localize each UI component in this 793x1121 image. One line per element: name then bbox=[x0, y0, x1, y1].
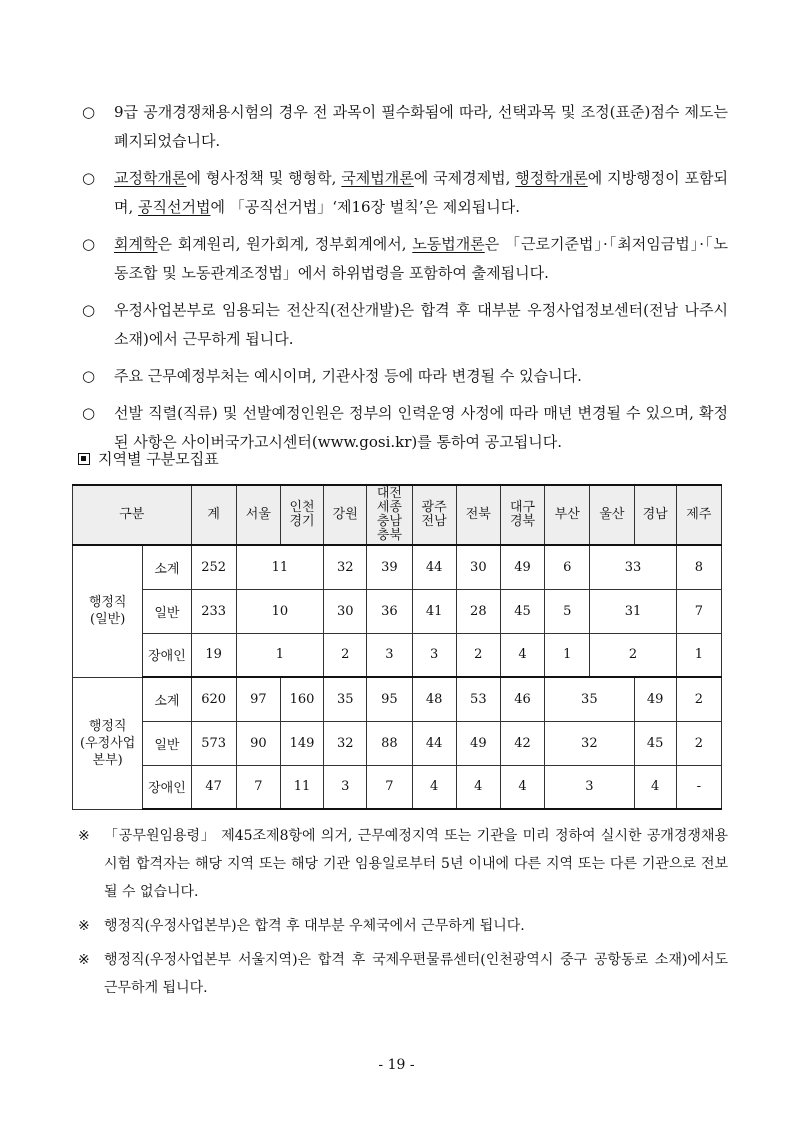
header-cell: 광주 전남 bbox=[412, 485, 456, 545]
table-row bbox=[73, 633, 722, 677]
cell-gangwon: 3 bbox=[324, 765, 367, 809]
table-row bbox=[73, 721, 722, 765]
note-item bbox=[78, 822, 728, 906]
table-header-row bbox=[73, 485, 722, 545]
circle-bullet-icon: ○ bbox=[82, 103, 96, 121]
underlined-subject: 행정학개론 bbox=[515, 169, 588, 187]
cell-busan-ulsan: 32 bbox=[545, 721, 634, 765]
underlined-subject: 국제법개론 bbox=[341, 169, 414, 187]
header-cell: 울산 bbox=[590, 485, 634, 545]
cell-ulsan-gyeongnam: 31 bbox=[590, 589, 676, 633]
cell-seoul-incheon: 10 bbox=[236, 589, 323, 633]
header-cell: 대구 경북 bbox=[500, 485, 544, 545]
bullet-item bbox=[78, 296, 728, 354]
cell-jeonbuk: 2 bbox=[456, 633, 500, 677]
note-text: 행정직(우정사업본부 서울지역)은 합격 후 국제우편물류센터(인천광역시 중구 공항동로 소재)에서도 근무하게 됩니다. bbox=[104, 952, 728, 996]
text-run: 선발 직렬(직류) 및 선발예정인원은 정부의 인력운영 사정에 따라 매년 변경될 수 있으며, 확정된 사항은 사이버국가고시센터(www.gosi.kr)를 통하여 공고됩니다. bbox=[114, 404, 728, 451]
text-run: 은 「근로기준법」·「최저임금법」·「노동조합 및 노동관계조정법」에서 하위법령을 포함하여 출제됩니다. bbox=[114, 235, 729, 282]
cell-daegu: 46 bbox=[500, 677, 544, 721]
group-label: 행정직 (일반) bbox=[73, 545, 143, 677]
text-run: 에 「공직선거법」‘제16장 벌칙’은 제외됩니다. bbox=[210, 198, 521, 216]
cell-daegu: 49 bbox=[500, 545, 544, 589]
row-label: 장애인 bbox=[143, 765, 191, 809]
bullet-item bbox=[78, 98, 728, 156]
region-recruitment-table bbox=[72, 484, 722, 810]
text-run: 에 형사정책 및 행형학, bbox=[186, 169, 342, 187]
cell-total: 252 bbox=[191, 545, 236, 589]
header-cell: 인천 경기 bbox=[280, 485, 323, 545]
cell-gangwon: 30 bbox=[324, 589, 367, 633]
page-number: - 19 - bbox=[378, 1057, 415, 1073]
cell-gyeongnam: 45 bbox=[634, 721, 676, 765]
note-text: 행정직(우정사업본부)은 합격 후 대부분 우체국에서 근무하게 됩니다. bbox=[104, 918, 525, 934]
cell-daegu: 4 bbox=[500, 765, 544, 809]
text-run: 주요 근무예정부처는 예시이며, 기관사정 등에 따라 변경될 수 있습니다. bbox=[114, 367, 582, 385]
cell-daejeon: 7 bbox=[367, 765, 412, 809]
cell-jeju: 2 bbox=[676, 677, 721, 721]
cell-jeju: 2 bbox=[676, 721, 721, 765]
circle-bullet-icon: ○ bbox=[82, 404, 96, 422]
header-cell: 대전 세종 충남 충북 bbox=[367, 485, 412, 545]
circle-bullet-icon: ○ bbox=[82, 367, 96, 385]
circle-bullet-icon: ○ bbox=[82, 169, 96, 187]
note-item bbox=[78, 912, 728, 940]
row-label: 소계 bbox=[143, 677, 191, 721]
bullet-text bbox=[114, 230, 728, 288]
cell-total: 19 bbox=[191, 633, 236, 677]
table-row bbox=[73, 677, 722, 721]
bullet-text bbox=[114, 296, 728, 354]
text-run: 에 지방행정이 포함되며, bbox=[114, 169, 728, 216]
cell-seoul-incheon: 1 bbox=[236, 633, 323, 677]
cell-busan-ulsan: 3 bbox=[545, 765, 634, 809]
underlined-subject: 공직선거법 bbox=[138, 198, 211, 216]
cell-incheon: 11 bbox=[280, 765, 323, 809]
notes-list bbox=[78, 822, 728, 1008]
row-label: 소계 bbox=[143, 545, 191, 589]
row-label: 장애인 bbox=[143, 633, 191, 677]
header-cell: 강원 bbox=[324, 485, 367, 545]
section-title-text: 지역별 구분모집표 bbox=[98, 450, 219, 468]
table-row bbox=[73, 589, 722, 633]
table-row bbox=[73, 765, 722, 809]
cell-busan: 5 bbox=[545, 589, 590, 633]
cell-incheon: 160 bbox=[280, 677, 323, 721]
section-title bbox=[78, 448, 219, 470]
text-run: 우정사업본부로 임용되는 전산직(전산개발)은 합격 후 대부분 우정사업정보센터(전남 나주시 소재)에서 근무하게 됩니다. bbox=[114, 301, 728, 348]
bullet-text bbox=[114, 362, 728, 391]
cell-daejeon: 39 bbox=[367, 545, 412, 589]
cell-ulsan-gyeongnam: 2 bbox=[590, 633, 676, 677]
cell-seoul: 7 bbox=[236, 765, 280, 809]
cell-daejeon: 36 bbox=[367, 589, 412, 633]
text-run: 에 국제경제법, bbox=[413, 169, 516, 187]
row-label: 일반 bbox=[143, 589, 191, 633]
cell-gwangju: 3 bbox=[412, 633, 456, 677]
cell-ulsan-gyeongnam: 33 bbox=[590, 545, 676, 589]
cell-seoul: 90 bbox=[236, 721, 280, 765]
cell-gyeongnam: 4 bbox=[634, 765, 676, 809]
cell-gwangju: 44 bbox=[412, 545, 456, 589]
cell-incheon: 149 bbox=[280, 721, 323, 765]
cell-busan-ulsan: 35 bbox=[545, 677, 634, 721]
cell-jeju: 1 bbox=[676, 633, 721, 677]
cell-daejeon: 95 bbox=[367, 677, 412, 721]
cell-gwangju: 4 bbox=[412, 765, 456, 809]
cell-gwangju: 44 bbox=[412, 721, 456, 765]
reference-mark-icon: ※ bbox=[78, 828, 90, 844]
cell-busan: 1 bbox=[545, 633, 590, 677]
cell-total: 233 bbox=[191, 589, 236, 633]
cell-jeonbuk: 30 bbox=[456, 545, 500, 589]
header-cell: 부산 bbox=[545, 485, 590, 545]
cell-daejeon: 88 bbox=[367, 721, 412, 765]
text-run: 9급 공개경쟁채용시험의 경우 전 과목이 필수화됨에 따라, 선택과목 및 조정(표준)점수 제도는 폐지되었습니다. bbox=[114, 103, 728, 150]
cell-total: 620 bbox=[191, 677, 236, 721]
header-cell: 구분 bbox=[73, 485, 192, 545]
cell-gangwon: 35 bbox=[324, 677, 367, 721]
cell-jeju: 7 bbox=[676, 589, 721, 633]
cell-jeonbuk: 53 bbox=[456, 677, 500, 721]
bullet-list bbox=[78, 98, 728, 465]
cell-busan: 6 bbox=[545, 545, 590, 589]
bullet-item bbox=[78, 164, 728, 222]
cell-total: 573 bbox=[191, 721, 236, 765]
cell-jeju: 8 bbox=[676, 545, 721, 589]
cell-jeonbuk: 4 bbox=[456, 765, 500, 809]
cell-seoul-incheon: 11 bbox=[236, 545, 323, 589]
cell-seoul: 97 bbox=[236, 677, 280, 721]
circle-bullet-icon: ○ bbox=[82, 235, 96, 253]
header-cell: 경남 bbox=[634, 485, 676, 545]
reference-mark-icon: ※ bbox=[78, 918, 90, 934]
table-row bbox=[73, 545, 722, 589]
cell-gangwon: 32 bbox=[324, 721, 367, 765]
cell-gyeongnam: 49 bbox=[634, 677, 676, 721]
underlined-subject: 노동법개론 bbox=[412, 235, 485, 253]
underlined-subject: 교정학개론 bbox=[114, 169, 187, 187]
underlined-subject: 회계학 bbox=[114, 235, 158, 253]
text-run: 은 회계원리, 원가회계, 정부회계에서, bbox=[157, 235, 413, 253]
header-cell: 계 bbox=[191, 485, 236, 545]
cell-daejeon: 3 bbox=[367, 633, 412, 677]
cell-gangwon: 32 bbox=[324, 545, 367, 589]
cell-gwangju: 41 bbox=[412, 589, 456, 633]
cell-jeonbuk: 28 bbox=[456, 589, 500, 633]
row-label: 일반 bbox=[143, 721, 191, 765]
cell-gwangju: 48 bbox=[412, 677, 456, 721]
bullet-text bbox=[114, 164, 728, 222]
header-cell: 서울 bbox=[236, 485, 280, 545]
circle-bullet-icon: ○ bbox=[82, 301, 96, 319]
bullet-text bbox=[114, 98, 728, 156]
group-label: 행정직 (우정사업 본부) bbox=[73, 677, 143, 809]
header-cell: 제주 bbox=[676, 485, 721, 545]
cell-total: 47 bbox=[191, 765, 236, 809]
bullet-item bbox=[78, 230, 728, 288]
header-cell: 전북 bbox=[456, 485, 500, 545]
cell-daegu: 45 bbox=[500, 589, 544, 633]
cell-jeju: - bbox=[676, 765, 721, 809]
reference-mark-icon: ※ bbox=[78, 952, 90, 968]
cell-jeonbuk: 49 bbox=[456, 721, 500, 765]
square-bullet-icon bbox=[78, 453, 90, 465]
bullet-item bbox=[78, 362, 728, 391]
note-item bbox=[78, 946, 728, 1002]
cell-daegu: 4 bbox=[500, 633, 544, 677]
note-text: 「공무원임용령」 제45조제8항에 의거, 근무예정지역 또는 기관을 미리 정하여 실시한 공개경쟁채용시험 합격자는 해당 지역 또는 해당 기관 임용일로부터 5년 이내에 다른 지역 또는 다른 기관으로 전보될 수 없습니다. bbox=[104, 828, 728, 900]
cell-daegu: 42 bbox=[500, 721, 544, 765]
cell-gangwon: 2 bbox=[324, 633, 367, 677]
